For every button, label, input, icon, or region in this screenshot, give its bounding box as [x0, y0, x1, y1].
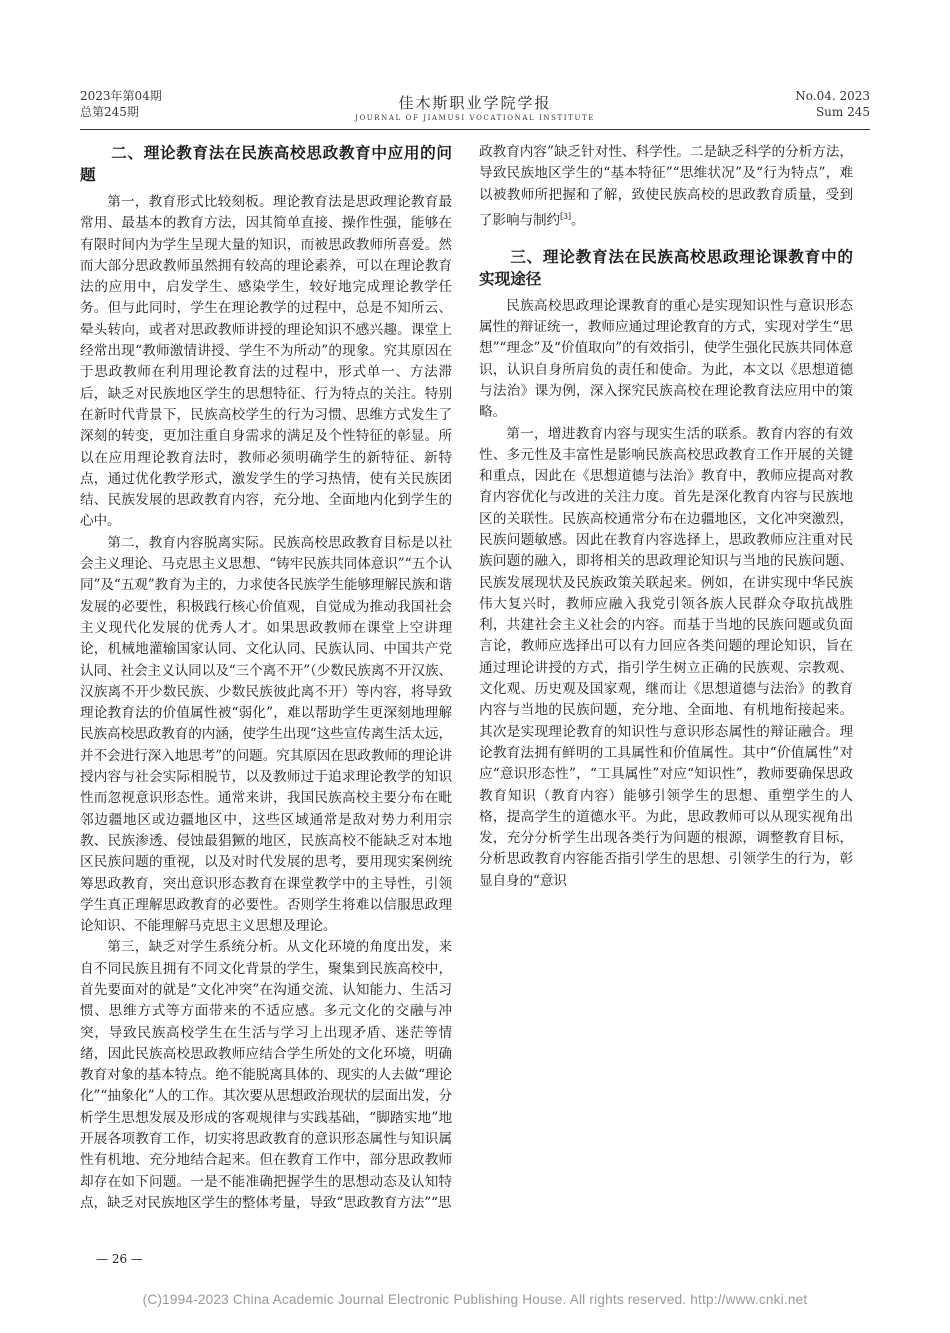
sum-en: Sum 245: [815, 105, 870, 119]
header-rule: [80, 129, 870, 130]
issue-en: No.04. 2023: [795, 89, 870, 103]
page-number: — 26 —: [96, 1252, 143, 1266]
total-issue-cn: 总第245期: [80, 105, 139, 119]
section3-para-1: 民族高校思政理论课教育的重心是实现知识性与意识形态属性的辩证统一，教师应通过理论教育的方式，实现对学生“思想”“理念”及“价值取向”的有效指引，使学生强化民族共同体意识，认识自身所肩负的责任和使命。为此，本文以《思想道德与法治》课为例，深入探究民族高校在理论教育法应用中的策略。: [479, 297, 853, 421]
journal-title-en: JOURNAL OF JIAMUSI VOCATIONAL INSTITUTE: [355, 114, 595, 122]
section3-para-2: 第一，增进教育内容与现实生活的联系。教育内容的有效性、多元性及丰富性是影响民族高校思政教育工作开展的关键和重点，因此在《思想道德与法治》教育中，教师应提高对教育内容优化与改进的关注力度。首先是深化教育内容与民族地区的关联性。民族高校通常分布在边疆地区，文化冲突激烈，民族问题敏感。因此在教育内容选择上，思政教师应注重对民族问题的融入，即将相关的思政理论知识与当地的民族问题、民族发展现状及民族政策关联起来。例如，在讲实现中华民族伟大复兴时，教师应融入我党引领各族人民群众夺取抗战胜利，共建社会主义社会的内容。而基于当地的民族问题或负面言论，教师应选择出可以有力回应各类问题的理论知识，旨在通过理论讲授的方式，指引学生树立正确的民族观、宗教观、文化观、历史观及国家观，继而让《思想道德与法治》的教育内容与当地的民族问题，充分地、全面地、有机地衔接起来。其次是实现理论教育的知识性与意识形态属性的辩证融合。理论教育法拥有鲜明的工具属性和价值属性。其中“价值属性”对应“意识形态性”，“工具属性”对应“知识性”，教师要确保思政教育知识（教育内容）能够引领学生的思想、重塑学生的人格，提高学生的道德水平。为此，思政教师可以从现实视角出发，充分分析学生出现各类行为问题的根源，调整教育目标，分析思政教育内容能否指引学生的思想、引领学生的行为，彰显自身的“意识: [479, 425, 853, 889]
section3-heading: 三、理论教育法在民族高校思政理论课教育中的实现途径: [479, 247, 853, 288]
section2-heading: 二、理论教育法在民族高校思政教育中应用的问题: [80, 144, 452, 184]
issue-cn: 2023年第04期: [80, 89, 162, 103]
copyright-footer: (C)1994-2023 China Academic Journal Electronic Publishing House. All rights reserved. http://www.cnki.net: [142, 1292, 808, 1307]
section2-para-3-continued-text: 政教育内容”缺乏针对性、科学性。二是缺乏科学的分析方法，导致民族地区学生的“基本特征”“思维状况”及“行为特点”，难以被教师所把握和了解，致使民族高校的思政教育质量，受到了影响与制约: [479, 144, 853, 229]
header-right: [795, 88, 870, 120]
section2-para-3-continued: [479, 142, 853, 232]
section2-para-1: 第一，教育形式比较刻板。理论教育法是思政理论教育最常用、最基本的教育方法，因其简单直接、操作性强，能够在有限时间内为学生呈现大量的知识，而被思政教师所喜爱。然而大部分思政教师虽然拥有较高的理论素养，可以在理论教育法的应用中，启发学生、感染学生，较好地完成理论教学任务。但与此同时，学生在理论教学的过程中，总是不知所云、晕头转向，或者对思政教师讲授的理论知识不感兴趣。课堂上经常出现“教师激情讲授、学生不为所动”的现象。究其原因在于思政教师在利用理论教育法的过程中，形式单一、方法滞后，缺乏对民族地区学生的思想特征、行为特点的关注。特别在新时代背景下，民族高校学生的行为习惯、思维方式发生了深刻的转变，更加注重自身需求的满足及个性特征的彰显。所以在应用理论教育法时，教师必须明确学生的新特征、新特点，通过优化教学形式，激发学生的学习热情，使有关民族团结、民族发展的思政教育内容，充分地、全面地内化到学生的心中。: [80, 194, 452, 530]
running-header: [80, 88, 870, 128]
citation-ref: [3]: [559, 211, 572, 221]
journal-title-cn: 佳木斯职业学院学报: [398, 94, 552, 112]
section2-para-2: 第二，教育内容脱离实际。民族高校思政教育目标是以社会主义理论、马克思主义思想、“铸牢民族共同体意识”“五个认同”及“五观”教育为主的，力求使各民族学生能够理解民族和谐发展的必要性，积极践行核心价值观，自觉成为推动我国社会主义现代化发展的优秀人才。如果思政教师在课堂上空讲理论，机械地灌输国家认同、文化认同、民族认同、中国共产党认同、社会主义认同以及“三个离不开”（少数民族离不开汉族、汉族离不开少数民族、少数民族彼此离不开）等内容，将导致理论教育法的价值属性被“弱化”，难以帮助学生更深刻地理解民族高校思政教育的内涵，使学生出现“这些宣传离生活太远，并不会进行深入地思考”的问题。究其原因在思政教师的理论讲授内容与社会实际相脱节，以及教师过于追求理论教学的知识性而忽视意识形态性。通常来讲，我国民族高校主要分布在毗邻边疆地区或边疆地区中，这些区域通常是敌对势力利用宗教、民族渗透、侵蚀最猖獗的地区，民族高校不能缺乏对本地区民族问题的重视，以及对时代发展的思考，要用现实案例统筹思政教育，突出意识形态教育在课堂教学中的主导性，引领学生真正理解思政教育的必要性。否则学生将难以信服思政理论知识、不能理解马克思主义思想及理论。: [80, 534, 452, 935]
left-column: [80, 142, 452, 1214]
section2-para-3-text: 第三，缺乏对学生系统分析。从文化环境的角度出发，来自不同民族且拥有不同文化背景的学生，聚集到民族高校中，首先要面对的就是“文化冲突”在沟通交流、认知能力、生活习惯、思维方式等方面带来的不适应感。多元文化的交融与冲突，导致民族高校学生在生活与学习上出现矛盾、迷茫等情绪，因此民族高校思政教师应结合学生所处的文化环境，明确教育对象的基本特点。绝不能脱离具体的、现实的人去做“理论化”“抽象化”人的工作。其次要从思想政治现状的层面出发，分析学生思想发展及形成的客观规律与实践基础，“脚踏实地”地开展各项教育工作，切实将思政教育的意识形态属性与知识属性有机地、充分地结合起来。但在教育工作中，部分思政教师却存在如下问题。一是不能准确把握学生的思想动态及认知特点，缺乏对民族地区学生的整体考量，导致“思政教育方法”“思: [80, 939, 452, 1211]
header-center: [80, 92, 870, 122]
section2-para-3: [80, 937, 452, 1214]
para-end-mark: 。: [571, 212, 585, 229]
right-column: [479, 142, 853, 892]
